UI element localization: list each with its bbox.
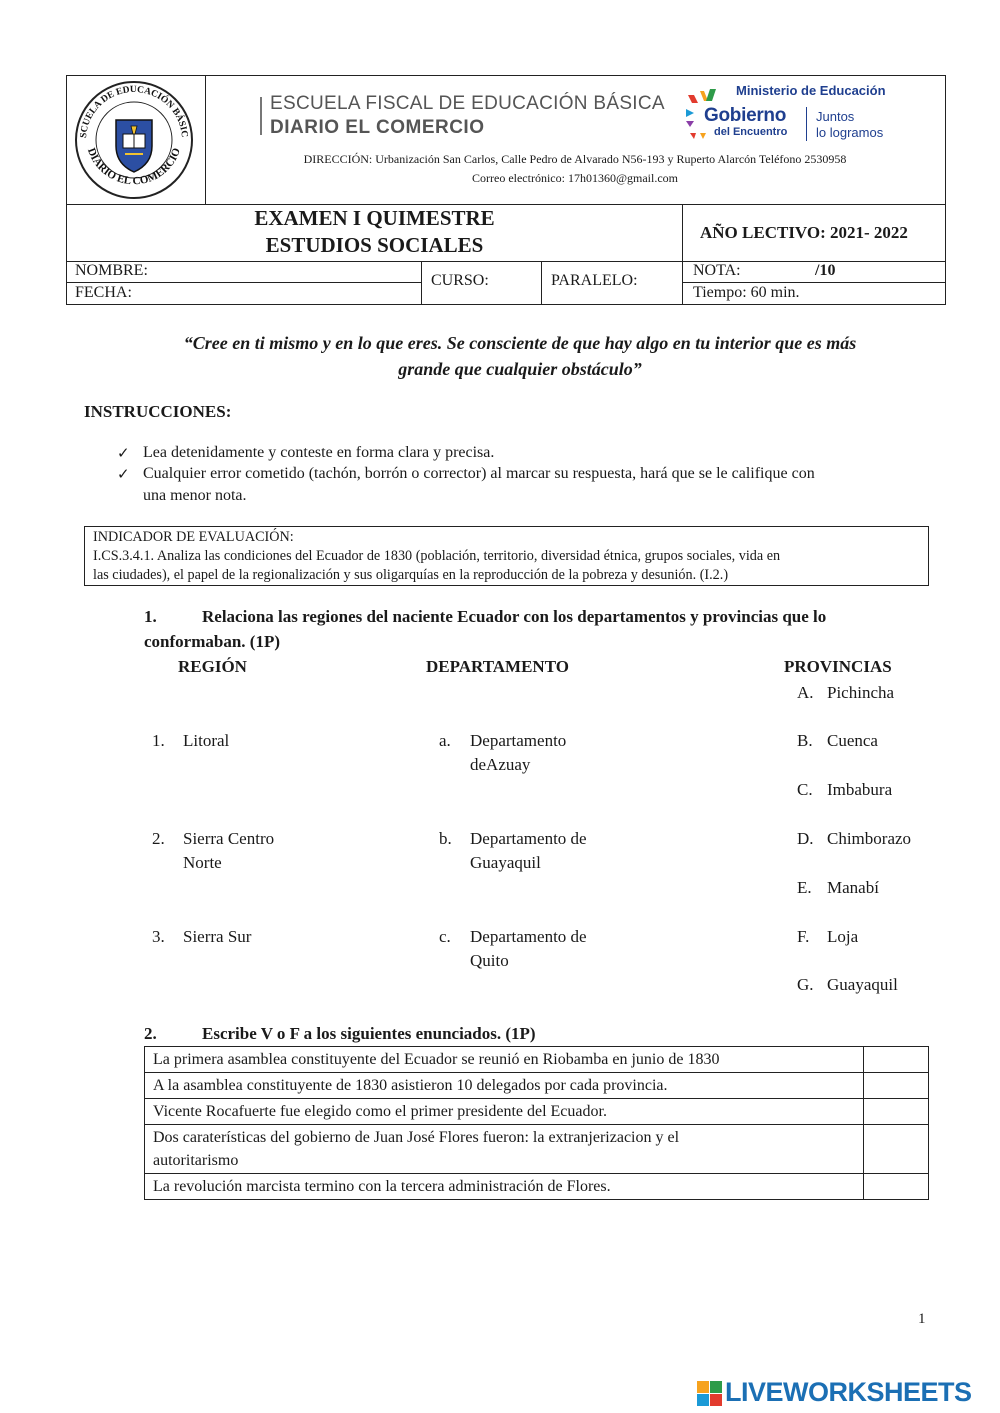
province-item bbox=[797, 925, 858, 949]
school-name-line2: DIARIO EL COMERCIO bbox=[270, 117, 485, 138]
province-item bbox=[797, 778, 892, 802]
true-false-table bbox=[144, 1046, 929, 1200]
province-item bbox=[797, 827, 911, 851]
table-row bbox=[145, 1047, 929, 1073]
q1-number: 1. bbox=[144, 607, 157, 626]
indicator-line2: las ciudades), el papel de la regionalización y sus oligarquías en la reproducción de la pobreza y desunión. (I.2.) bbox=[93, 567, 729, 583]
nota-label: NOTA: bbox=[693, 262, 741, 279]
answer-cell[interactable] bbox=[864, 1073, 929, 1099]
province-name: Manabí bbox=[827, 878, 879, 897]
province-letter: B. bbox=[797, 731, 813, 750]
government-logo bbox=[684, 83, 924, 143]
province-letter: G. bbox=[797, 975, 814, 994]
statement-text: Vicente Rocafuerte fue elegido como el primer presidente del Ecuador. bbox=[153, 1103, 607, 1120]
col-provincias-header: PROVINCIAS bbox=[784, 657, 892, 676]
school-name-line1: ESCUELA FISCAL DE EDUCACIÓN BÁSICA bbox=[270, 93, 665, 114]
school-email: Correo electrónico: 17h01360@gmail.com bbox=[472, 171, 678, 185]
province-letter: E. bbox=[797, 878, 812, 897]
statement-text: La primera asamblea constituyente del Ecuador se reunió en Riobamba en junio de 1830 bbox=[153, 1051, 720, 1068]
instructions-title: INSTRUCCIONES: bbox=[84, 402, 232, 421]
province-name: Chimborazo bbox=[827, 829, 912, 848]
department-letter: b. bbox=[439, 829, 452, 848]
region-number: 2. bbox=[152, 829, 165, 848]
department-name: Departamento de bbox=[470, 927, 587, 946]
province-name: Pichincha bbox=[827, 683, 895, 702]
table-row bbox=[145, 1073, 929, 1099]
region-number: 3. bbox=[152, 927, 165, 946]
statement-text-continued: autoritarismo bbox=[153, 1152, 239, 1169]
province-name: Loja bbox=[827, 927, 859, 946]
province-name: Guayaquil bbox=[827, 975, 898, 994]
instruction-item-continued: una menor nota. bbox=[143, 487, 247, 504]
liveworksheets-watermark[interactable] bbox=[697, 1377, 997, 1409]
gov-divider bbox=[806, 107, 807, 141]
exam-title: EXAMEN I QUIMESTRE bbox=[254, 206, 495, 230]
curso-label: CURSO: bbox=[431, 272, 489, 289]
province-item bbox=[797, 681, 894, 705]
department-letter: c. bbox=[439, 927, 451, 946]
department-item bbox=[439, 925, 587, 973]
nombre-label: NOMBRE: bbox=[75, 262, 148, 279]
province-item bbox=[797, 973, 898, 997]
statement-text: La revolución marcista termino con la tercera administración de Flores. bbox=[153, 1178, 611, 1195]
region-number: 1. bbox=[152, 731, 165, 750]
evaluation-indicator bbox=[84, 526, 929, 586]
answer-cell[interactable] bbox=[864, 1099, 929, 1125]
region-item bbox=[152, 925, 251, 949]
gov-word: Gobierno bbox=[704, 105, 787, 126]
region-item bbox=[152, 729, 229, 753]
q2-text: Escribe V o F a los siguientes enunciados. (1P) bbox=[202, 1024, 536, 1043]
province-letter: D. bbox=[797, 829, 814, 848]
province-name: Cuenca bbox=[827, 731, 878, 750]
department-letter: a. bbox=[439, 731, 451, 750]
province-name: Imbabura bbox=[827, 780, 893, 799]
statement-cell bbox=[145, 1174, 864, 1200]
school-name-divider bbox=[260, 97, 262, 135]
slogan-line1: Juntos bbox=[816, 109, 855, 124]
department-name-continued: Guayaquil bbox=[470, 853, 541, 872]
statement-cell bbox=[145, 1073, 864, 1099]
instruction-item: Lea detenidamente y conteste en forma clara y precisa. bbox=[143, 444, 495, 461]
region-name: Litoral bbox=[183, 731, 230, 750]
department-item bbox=[439, 729, 566, 777]
answer-cell[interactable] bbox=[864, 1174, 929, 1200]
exam-subject: ESTUDIOS SOCIALES bbox=[265, 233, 484, 257]
col-region-header: REGIÓN bbox=[178, 657, 247, 676]
province-item bbox=[797, 876, 879, 900]
province-letter: C. bbox=[797, 780, 813, 799]
instruction-item: Cualquier error cometido (tachón, borrón o corrector) al marcar su respuesta, hará que se le califique con bbox=[143, 465, 815, 482]
indicator-line1: I.CS.3.4.1. Analiza las condiciones del Ecuador de 1830 (población, territorio, diversidad étnica, grupos sociales, vida en bbox=[93, 548, 781, 564]
province-letter: F. bbox=[797, 927, 810, 946]
table-row bbox=[145, 1125, 929, 1174]
q1-text: Relaciona las regiones del naciente Ecuador con los departamentos y provincias que lo bbox=[202, 607, 827, 626]
q2-number: 2. bbox=[144, 1024, 157, 1043]
province-item bbox=[797, 729, 878, 753]
quote-line2: grande que cualquier obstáculo” bbox=[398, 359, 642, 379]
exam-info-table bbox=[66, 205, 946, 305]
check-icon: ✓ bbox=[117, 446, 130, 462]
ministry-label: Ministerio de Educación bbox=[736, 83, 886, 98]
department-name-continued: deAzuay bbox=[470, 755, 531, 774]
check-icon: ✓ bbox=[117, 467, 130, 483]
statement-cell bbox=[145, 1125, 864, 1174]
svg-text:DIARIO EL COMERCIO: DIARIO EL COMERCIO bbox=[84, 146, 184, 188]
school-address: DIRECCIÓN: Urbanización San Carlos, Calle Pedro de Alvarado N56-193 y Ruperto Alarcón Teléfono 2530958 bbox=[303, 152, 847, 166]
indicator-title: INDICADOR DE EVALUACIÓN: bbox=[93, 529, 294, 545]
nota-total: /10 bbox=[815, 262, 836, 279]
watermark-text: LIVEWORKSHEETS bbox=[725, 1377, 972, 1407]
slogan-line2: lo logramos bbox=[816, 125, 884, 140]
region-name-continued: Norte bbox=[183, 853, 222, 872]
school-year: AÑO LECTIVO: 2021- 2022 bbox=[700, 223, 908, 242]
gov-sub: del Encuentro bbox=[714, 126, 788, 138]
region-item bbox=[152, 827, 274, 875]
province-letter: A. bbox=[797, 683, 814, 702]
fecha-label: FECHA: bbox=[75, 284, 132, 301]
answer-cell[interactable] bbox=[864, 1047, 929, 1073]
statement-cell bbox=[145, 1047, 864, 1073]
region-name: Sierra Centro bbox=[183, 829, 275, 848]
q1-text-continued: conformaban. (1P) bbox=[144, 632, 280, 651]
region-name: Sierra Sur bbox=[183, 927, 252, 946]
page-number: 1 bbox=[918, 1311, 926, 1327]
col-departamento-header: DEPARTAMENTO bbox=[426, 657, 569, 676]
department-name: Departamento de bbox=[470, 829, 587, 848]
statement-cell bbox=[145, 1099, 864, 1125]
department-name: Departamento bbox=[470, 731, 567, 750]
table-row bbox=[145, 1099, 929, 1125]
school-seal-cell bbox=[67, 76, 206, 204]
school-seal-logo bbox=[67, 76, 205, 204]
quote-line1: “Cree en ti mismo y en lo que eres. Se consciente de que hay algo en tu interior que es más bbox=[183, 333, 857, 353]
svg-text:ESCUELA DE EDUCACIÓN BÁSICA: SCUELA DE EDUCACIÓN BÁSIC bbox=[78, 84, 190, 139]
tiempo-label: Tiempo: 60 min. bbox=[693, 284, 800, 301]
table-row bbox=[145, 1174, 929, 1200]
department-item bbox=[439, 827, 587, 875]
statement-text: A la asamblea constituyente de 1830 asistieron 10 delegados por cada provincia. bbox=[153, 1077, 668, 1094]
liveworksheets-logo-icon bbox=[697, 1381, 723, 1407]
paralelo-label: PARALELO: bbox=[551, 272, 638, 289]
department-name-continued: Quito bbox=[470, 951, 509, 970]
statement-text: Dos caraterísticas del gobierno de Juan José Flores fueron: la extranjerizacion y el bbox=[153, 1129, 680, 1146]
answer-cell[interactable] bbox=[864, 1125, 929, 1174]
